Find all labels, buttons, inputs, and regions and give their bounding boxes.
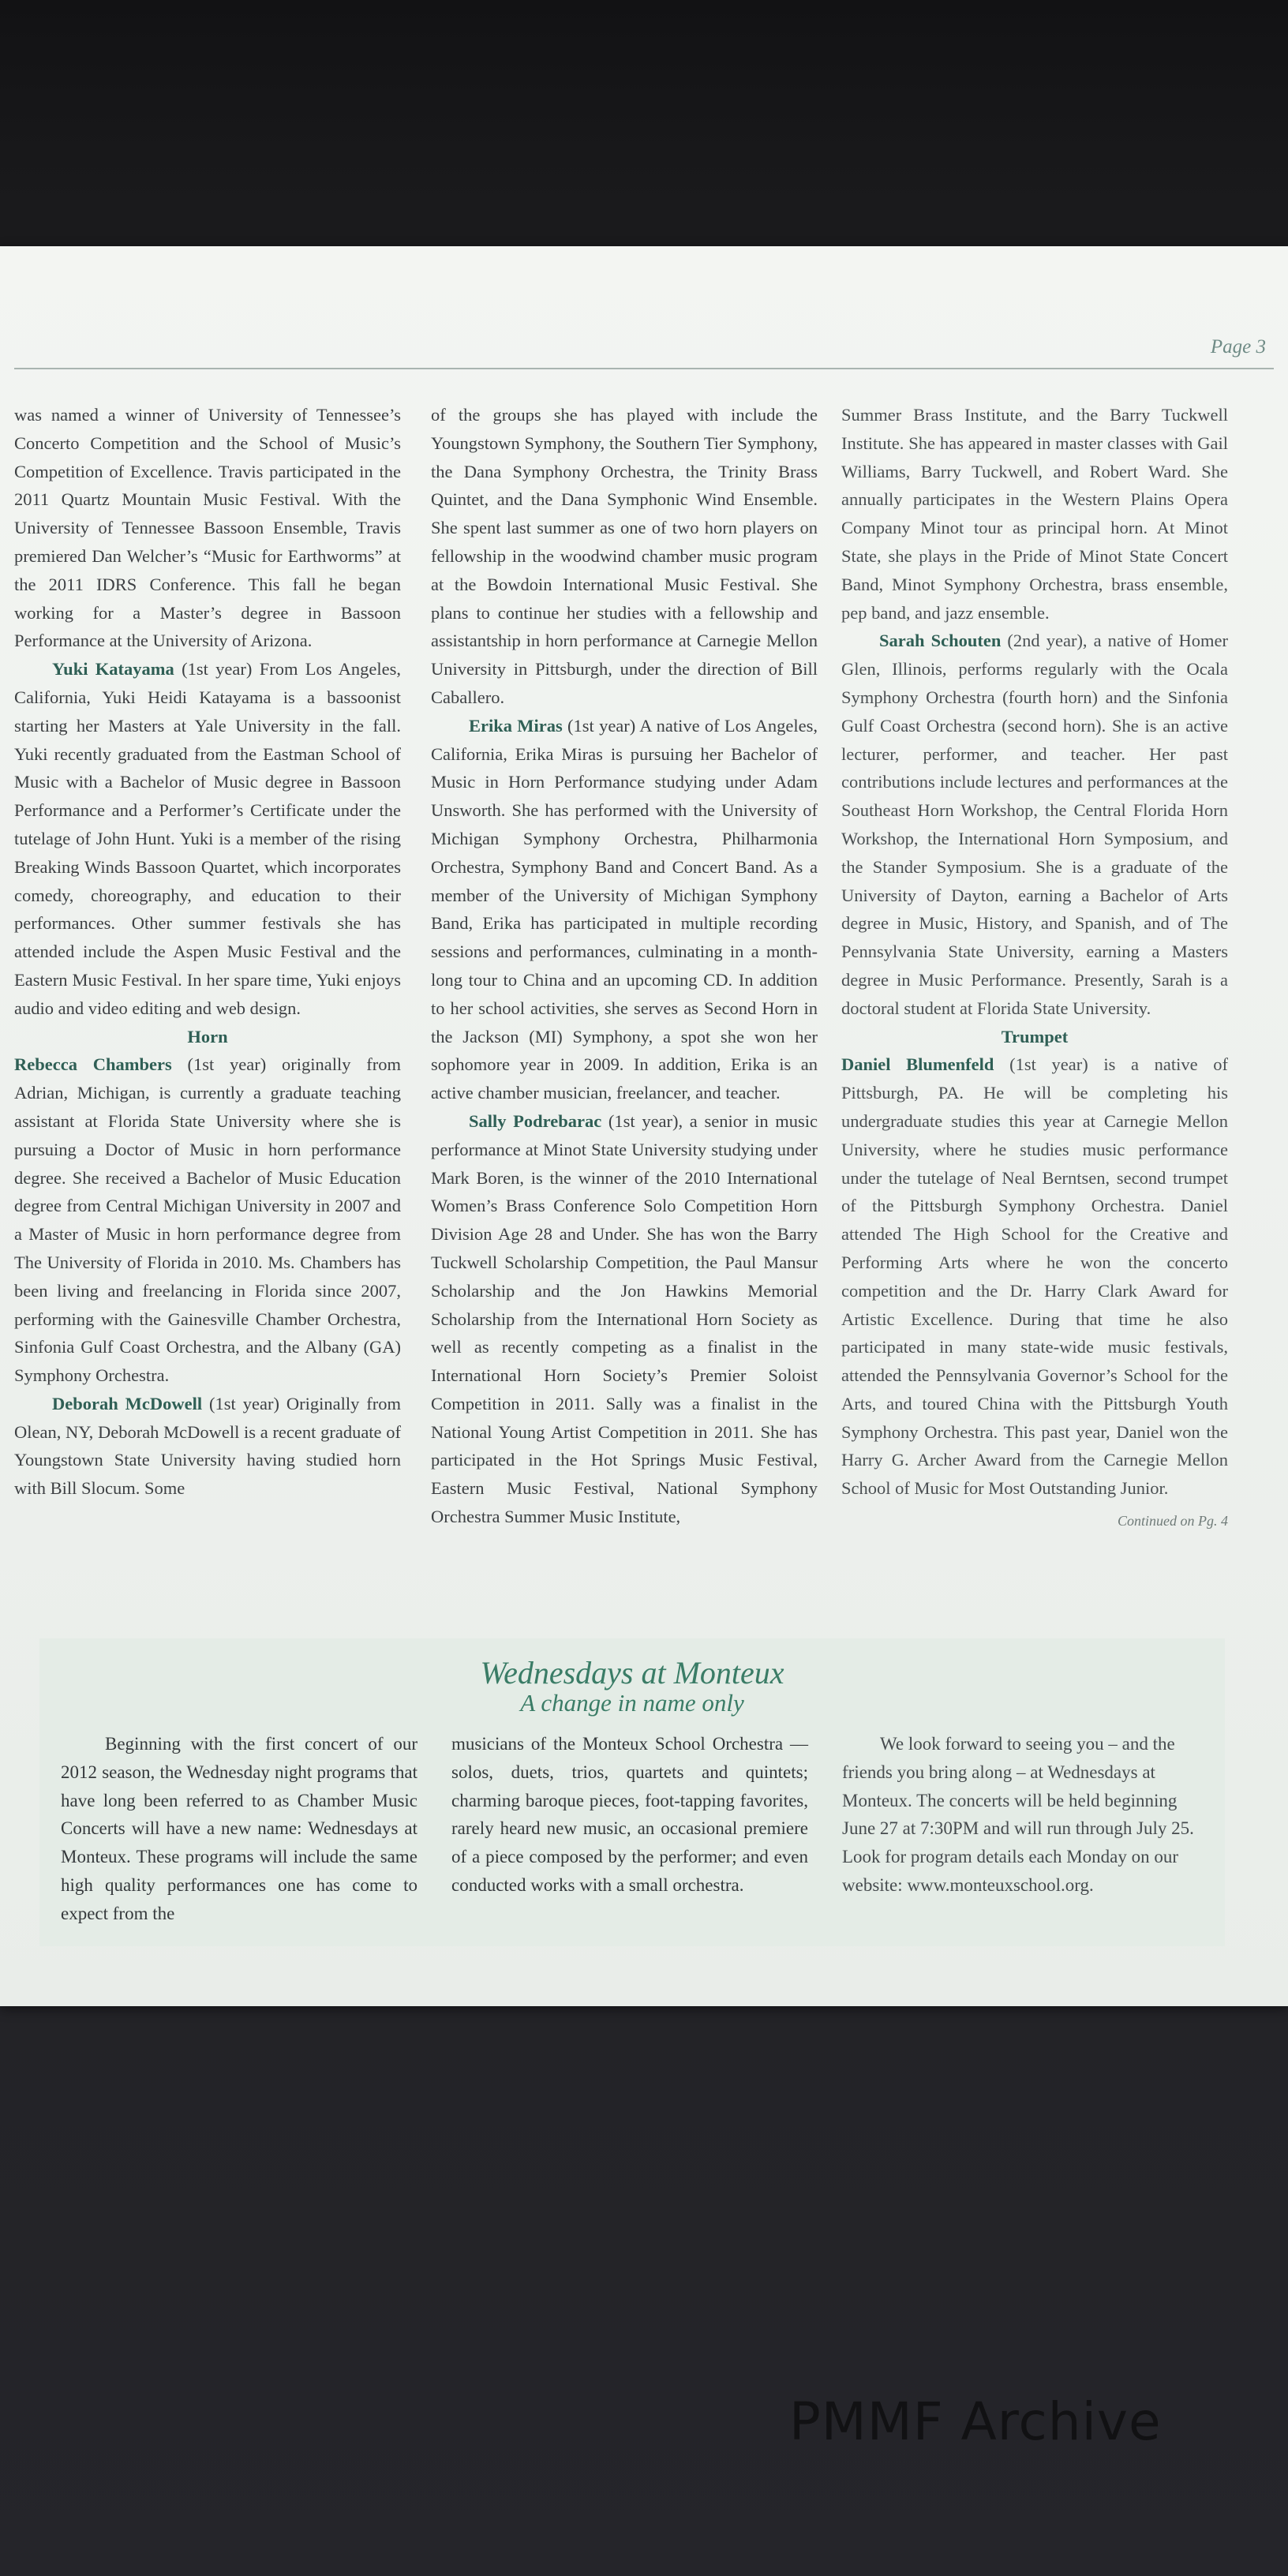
notice-column-1: Beginning with the first concert of our 2012 season, the Wednesday night programs that have long been referred to as Chamber Music Concerts will have a new name: Wednesdays at Monteux. These programs will include the same high quality performances one has come to expect from the — [61, 1734, 417, 1923]
article-column-3 — [841, 401, 1228, 1536]
newsletter-page — [0, 246, 1288, 2006]
sally-bio-continued: Summer Brass Institute, and the Barry Tuckwell Institute. She has appeared in master classes with Gail Williams, Barry Tuckwell, and Robert Ward. She annually participates in the Western Plains Opera Company Minot tour as principal horn. At Minot State, she plays in the Pride of Minot State Concert Band, Minot Symphony Orchestra, brass ensemble, pep band, and jazz ensemble. — [841, 405, 1228, 623]
performer-name: Rebecca Chambers — [14, 1054, 172, 1075]
notice-column-3: We look forward to seeing you – and the friends you bring along – at Wednesdays at Monteux. The concerts will be held beginning June 27 at 7:30PM and will run through July 25. Look for program details each Monday on our website: www.monteuxschool.org. — [842, 1734, 1194, 1895]
bio-daniel-blumenfeld — [841, 1050, 1228, 1503]
bio-sally-podrebarac — [431, 1107, 818, 1531]
bio-text: (1st year) Originally from Olean, NY, Deborah McDowell is a recent graduate of Youngstown State University having studied horn with Bill Slocum. Some — [14, 1393, 401, 1499]
performer-name: Sally Podrebarac — [469, 1110, 602, 1131]
bio-text: (1st year) originally from Adrian, Michigan, is currently a graduate teaching assistant at Florida State University where she is pursuing a Doctor of Music in horn performance degree. She received a Bachelor of Music Education degree from Central Michigan University in 2007 and a Master of Music in horn performance degree from The University of Florida in 2010. Ms. Chambers has been living and freelancing in Florida since 2007, performing with the Gainesville Chamber Orchestra, Sinfonia Gulf Coast Orchestra, and the Albany (GA) Symphony Orchestra. — [14, 1054, 401, 1386]
performer-name: Deborah McDowell — [52, 1393, 203, 1413]
bio-text: (1st year) is a native of Pittsburgh, PA. He will be completing his undergraduate studies this year at Carnegie Mellon University, where he studies music performance under the tutelage of Neal Berntsen, second trumpet of the Pittsburgh Symphony Orchestra. Daniel attended The High School for the Creative and Performing Arts where he won the concerto competition and the Dr. Harry Clark Award for Artistic Excellence. During that time he also participated in many state-wide music festivals, attended the Pennsylvania Governor’s School for the Arts, and toured China with the Pittsburgh Youth Symphony Orchestra. This past year, Daniel won the Harry G. Archer Award from the Carnegie Mellon School of Music for Most Outstanding Junior. — [841, 1054, 1229, 1499]
performer-name: Yuki Katayama — [52, 659, 174, 680]
continued-note: Continued on Pg. 4 — [1118, 1513, 1228, 1530]
bio-text: (2nd year), a native of Homer Glen, Illinois, performs regularly with the Ocala Symphony Orchestra (fourth horn) and the Sinfonia Gulf Coast Orchestra (second horn). She is an active lecturer, performer, and teacher. Her past contributions include lectures and performances at the Southeast Horn Workshop, the Central Florida Horn Workshop, the International Horn Symposium, and the Stander Symposium. She is a graduate of the University of Dayton, earning a Bachelor of Arts degree in Music, History, and Spanish, and of The Pennsylvania State University, earning a Masters degree in Music Performance. Presently, Sarah is a doctoral student at Florida State University. — [841, 631, 1228, 1018]
page-header — [14, 336, 1274, 369]
article-column-1 — [14, 401, 401, 1503]
article-column-2 — [431, 401, 818, 1531]
archive-watermark: PMMF Archive — [789, 2391, 1162, 2452]
performer-name: Sarah Schouten — [879, 631, 1002, 651]
performer-name: Daniel Blumenfeld — [841, 1054, 994, 1075]
notice-title: Wednesdays at Monteux — [480, 1655, 784, 1690]
bio-text: (1st year) A native of Los Angeles, California, Erika Miras is pursuing her Bachelor of Music in Horn Performance studying under Adam Unsworth. She has performed with the University of Michigan Symphony Orchestra, Philharmonia Orchestra, Symphony Band and Concert Band. As a member of the University of Michigan Symphony Band, Erika has participated in multiple recording sessions and performances, culminating in a month-long tour to China and an upcoming CD. In addition to her school activities, she serves as Second Horn in the Jackson (MI) Symphony, a spot she won her sophomore year in 2009. In addition, Erika is an active chamber musician, freelancer, and teacher. — [431, 715, 818, 1103]
performer-name: Erika Miras — [469, 715, 563, 736]
bio-rebecca-chambers — [14, 1050, 401, 1390]
bio-text: (1st year), a senior in music performance at Minot State University studying under Mark Boren, is the winner of the 2010 International Women’s Brass Conference Solo Competition Horn Division Age 28 and Under. She has won the Barry Tuckwell Scholarship Competition, the Paul Mansur Scholarship and the Jon Hawkins Memorial Scholarship from the International Horn Society as well as recently competing as a finalist in the International Horn Society’s Premier Soloist Competition in 2011. Sally was a finalist in the National Young Artist Competition in 2011. She has participated in the Hot Springs Music Festival, Eastern Music Festival, National Symphony Orchestra Summer Music Institute, — [431, 1110, 818, 1527]
notice-box — [39, 1638, 1225, 1946]
travis-bio-continued: was named a winner of University of Tennessee’s Concerto Competition and the School of Music’s Competition of Excellence. Travis participated in the 2011 Quartz Mountain Music Festival. With the University of Tennessee Bassoon Ensemble, Travis premiered Dan Welcher’s “Music for Earthworms” at the 2011 IDRS Conference. This fall he began working for a Master’s degree in Bassoon Performance at the University of Arizona. — [14, 405, 401, 651]
notice-subtitle: A change in name only — [520, 1689, 744, 1717]
bio-text: (1st year) From Los Angeles, California, Yuki Heidi Katayama is a bassoonist starting her Masters at Yale University in the fall. Yuki recently graduated from the Eastman School of Music with a Bachelor of Music degree in Bassoon Performance and a Performer’s Certificate under the tutelage of John Hunt. Yuki is a member of the rising Breaking Winds Bassoon Quartet, which incorporates comedy, choreography, and education to their performances. Other summer festivals she has attended include the Aspen Music Festival and the Eastern Music Festival. In her spare time, Yuki enjoys audio and video editing and web design. — [14, 659, 401, 1018]
bio-deborah-mcdowell — [14, 1390, 401, 1503]
bio-erika-miras — [431, 712, 818, 1107]
page-number: Page 3 — [1210, 336, 1266, 358]
section-heading-trumpet: Trumpet — [1001, 1026, 1069, 1046]
bio-yuki-katayama — [14, 655, 401, 1022]
section-heading-horn: Horn — [187, 1026, 228, 1046]
deborah-bio-continued: of the groups she has played with include the Youngstown Symphony, the Southern Tier Symphony, the Dana Symphony Orchestra, the Trinity Brass Quintet, and the Dana Symphonic Wind Ensemble. She spent last summer as one of two horn players on fellowship in the woodwind chamber music program at the Bowdoin International Music Festival. She plans to continue her studies with a fellowship and assistantship in horn performance at Carnegie Mellon University in Pittsburgh, under the direction of Bill Caballero. — [431, 405, 818, 707]
notice-column-2: musicians of the Monteux School Orchestra — solos, duets, trios, quartets and quintets; charming baroque pieces, foot-tapping favorites, rarely heard new music, an occasional premiere of a piece composed by the performer; and even conducted works with a small orchestra. — [451, 1734, 808, 1895]
bio-sarah-schouten — [841, 627, 1228, 1022]
